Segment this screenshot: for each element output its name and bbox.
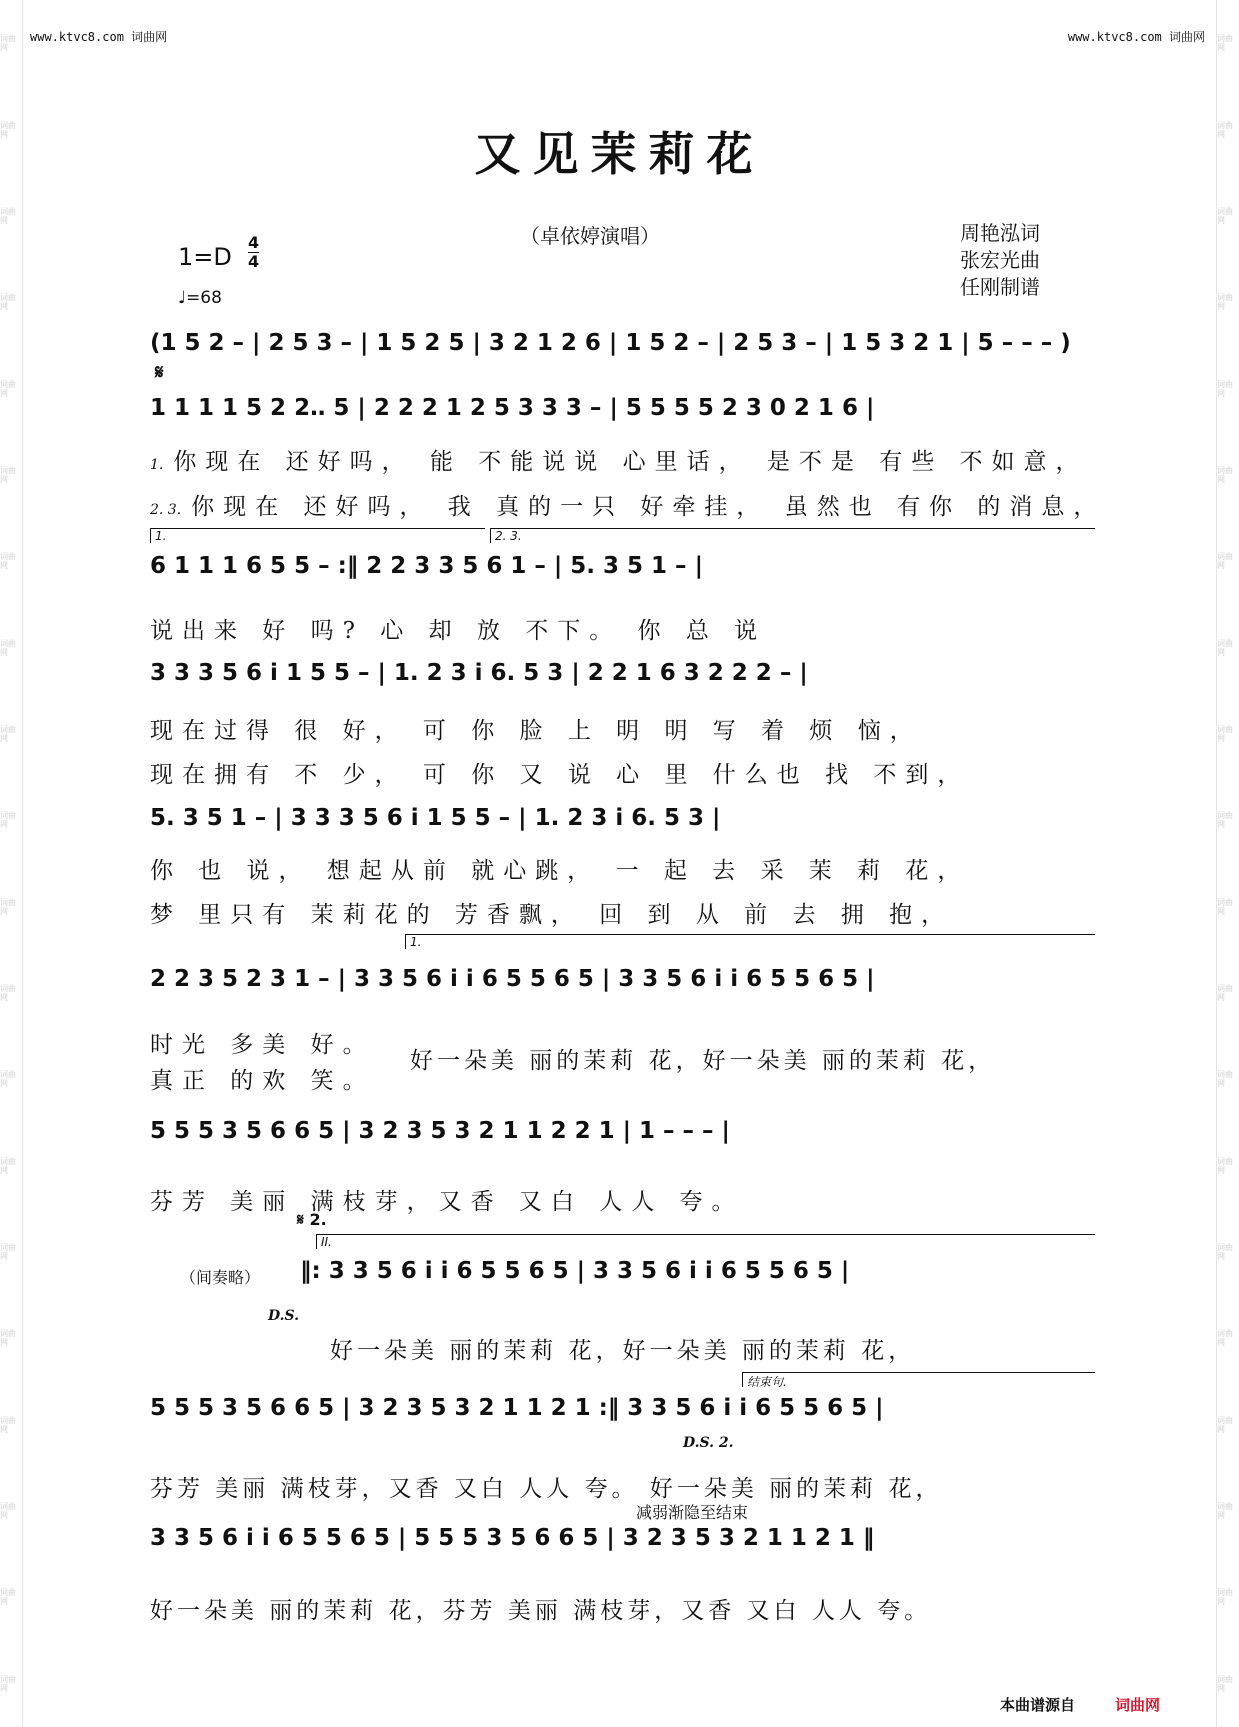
time-signature: 4 4: [248, 233, 260, 271]
lyric-line-1b: 2. 3. 你现在 还好吗， 我 真的一只 好牵挂， 虽然也 有你 的消息，: [150, 494, 1106, 520]
notation-row-5: 2 2 3 5 2 3 1 – | 3 3 5 6 i i 6 5 5 6 5 | 3 3 5 6 i i 6 5 5 6 5 |: [150, 966, 875, 992]
interlude-note: （间奏略）: [180, 1268, 261, 1287]
lyric-line-3b: 现在拥有 不 少， 可 你 又 说 心 里 什么也 找 不到，: [150, 762, 970, 788]
volta-chorus-first: 1.: [405, 934, 1095, 949]
notation-row-1: 1 1 1 1 5 2 2‥ 5 | 2 2 2 1 2 5 3 3 3 – | 5 5 5 5 2 3 0 2 1 6 |: [150, 395, 875, 421]
credits: [960, 220, 1040, 301]
lyric-line-5b: 真正 的欢 笑。: [150, 1068, 375, 1094]
footer-source: 本曲谱源自 词曲网: [1000, 1696, 1161, 1714]
notation-row-8: 5 5 5 3 5 6 6 5 | 3 2 3 5 3 2 1 1 2 1 :‖ 3 3 5 6 i i 6 5 5 6 5 |: [150, 1395, 884, 1421]
lyric-line-3a: 现在过得 很 好， 可 你 脸 上 明 明 写 着 烦 恼，: [150, 718, 922, 744]
footer-site-link[interactable]: 词曲网: [1115, 1696, 1161, 1714]
subtitle: （卓依婷演唱）: [520, 224, 660, 248]
lyric-line-9: 好一朵美 丽的茉莉 花，芬芳 美丽 满枝芽，又香 又白 人人 夸。: [150, 1598, 932, 1624]
lyric-line-4b: 梦 里只有 茉莉花的 芳香飘， 回 到 从 前 去 拥 抱，: [150, 902, 954, 928]
chorus-lyric-line: 好一朵美 丽的茉莉 花，好一朵美 丽的茉莉 花，: [410, 1048, 996, 1074]
notation-row-4: 5. 3 5 1 – | 3 3 3 5 6 i 1 5 5 – | 1. 2 3 i 6. 5 3 |: [150, 805, 721, 831]
notation-row-7: ‖: 3 3 5 6 i i 6 5 5 6 5 | 3 3 5 6 i i 6 5 5 6 5 |: [300, 1258, 850, 1284]
key-signature: 1=D: [178, 243, 232, 271]
volta-II: II.: [316, 1234, 1095, 1249]
notation-row-2: 6 1 1 1 6 5 5 – :‖ 2 2 3 3 5 6 1 – | 5. 3 5 1 – |: [150, 553, 703, 579]
ds2-marking: D.S. 2.: [683, 1435, 734, 1451]
header-site-left[interactable]: www.ktvc8.com 词曲网: [30, 30, 168, 44]
notation-row-intro: (1 5 2 – | 2 5 3 – | 1 5 2 5 | 3 2 1 2 6 | 1 5 2 – | 2 5 3 – | 1 5 3 2 1 | 5 – – – ): [150, 330, 1071, 356]
lyric-line-5a: 时光 多美 好。: [150, 1032, 375, 1058]
tempo-marking: ♩=68: [178, 288, 222, 308]
notation-row-3: 3 3 3 5 6 i 1 5 5 – | 1. 2 3 i 6. 5 3 | 2 2 1 6 3 2 2 2 – |: [150, 660, 808, 686]
left-edge-watermark: 词曲网 词曲网 词曲网 词曲网 词曲网 词曲网 词曲网 词曲网 词曲网 词曲网 词曲网 词曲网 词曲网 词曲网 词曲网 词曲网 词曲网 词曲网 词曲网 词曲网: [0, 0, 23, 1727]
coda-ending: 结束句.: [742, 1372, 1095, 1387]
notation-row-9: 3 3 5 6 i i 6 5 5 6 5 | 5 5 5 3 5 6 6 5 | 3 2 3 5 3 2 1 1 2 1 ‖: [150, 1525, 875, 1551]
right-edge-watermark: 词曲网 词曲网 词曲网 词曲网 词曲网 词曲网 词曲网 词曲网 词曲网 词曲网 词曲网 词曲网 词曲网 词曲网 词曲网 词曲网 词曲网 词曲网 词曲网 词曲网: [1216, 0, 1239, 1727]
dynamic-marking: 减弱渐隐至结束: [636, 1503, 749, 1522]
volta-first-ending: 1.: [150, 528, 485, 543]
lyric-line-8: 芬芳 美丽 满枝芽，又香 又白 人人 夸。 好一朵美 丽的茉莉 花，: [150, 1476, 943, 1502]
volta-second-ending: 2. 3.: [490, 528, 1095, 543]
segno-2-icon: 𝄋 2.: [297, 1210, 327, 1229]
transcriber: 任刚制谱: [960, 275, 1040, 299]
lyric-line-1a: 1. 你现在 还好吗， 能 不能说说 心里话， 是不是 有些 不如意，: [150, 449, 1088, 475]
composer: 张宏光曲: [960, 248, 1040, 272]
header-site-right[interactable]: www.ktvc8.com 词曲网: [1067, 30, 1205, 44]
lyricist: 周艳泓词: [960, 221, 1040, 245]
lyric-line-2: 说出来 好 吗? 心 却 放 不下。 你 总 说: [150, 618, 767, 644]
song-title: 又见茉莉花: [474, 127, 765, 181]
lyric-line-6: 芬芳 美丽 满枝芽，又香 又白 人人 夸。: [150, 1189, 744, 1215]
notation-row-6: 5 5 5 3 5 6 6 5 | 3 2 3 5 3 2 1 1 2 2 1 | 1 – – – |: [150, 1118, 730, 1144]
lyric-line-7: 好一朵美 丽的茉莉 花，好一朵美 丽的茉莉 花，: [330, 1338, 916, 1364]
segno-icon: 𝄋: [155, 360, 164, 384]
ds-marking: D.S.: [268, 1308, 300, 1324]
lyric-line-4a: 你 也 说， 想起从前 就心跳， 一 起 去 采 茉 莉 花，: [150, 858, 970, 884]
